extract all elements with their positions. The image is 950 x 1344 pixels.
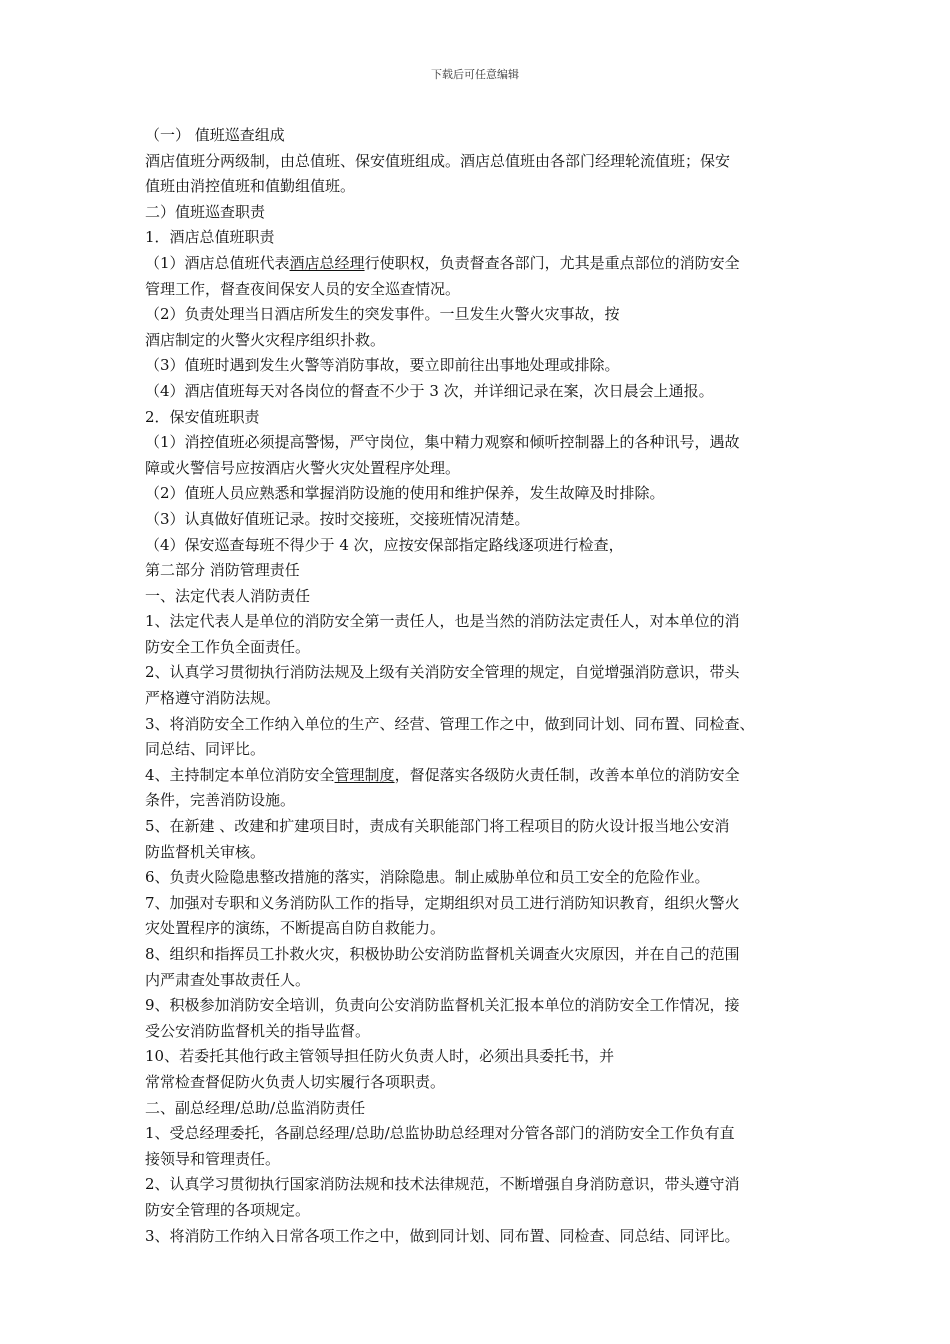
text-line: 3、将消防工作纳入日常各项工作之中，做到同计划、同布置、同检查、同总结、同评比。 [145,1226,740,1245]
text-line: 条件，完善消防设施。 [145,791,296,810]
document-body [145,123,817,1249]
text-line: 5、在新建 、改建和扩建项目时，责成有关职能部门将工程项目的防火设计报当地公安消 [145,817,730,836]
text-line: 第二部分 消防管理责任 [145,561,300,580]
text-line: 9、积极参加消防安全培训，负责向公安消防监督机关汇报本单位的消防安全工作情况，接 [145,996,740,1015]
text-line [145,251,817,277]
text-line: 2、认真学习贯彻执行国家消防法规和技术法律规范，不断增强自身消防意识，带头遵守消 [145,1175,740,1194]
text-line: 1、法定代表人是单位的消防安全第一责任人，也是当然的消防法定责任人，对本单位的消 [145,612,740,631]
text-segment: 行使职权，负责督查各部门，尤其是重点部位的消防安全 [364,253,740,272]
text-segment: ，督促落实各级防火责任制，改善本单位的消防安全 [394,765,740,784]
text-line: 障或火警信号应按酒店火警火灾处置程序处理。 [145,458,461,477]
text-line: （4）保安巡查每班不得少于 4 次，应按安保部指定路线逐项进行检查， [145,535,624,554]
text-line: 二、副总经理/总助/总监消防责任 [145,1098,366,1117]
text-line: 酒店制定的火警火灾程序组织扑救。 [145,330,386,349]
text-line: （1）消控值班必须提高警惕，严守岗位，集中精力观察和倾听控制器上的各种讯号，遇故 [145,433,740,452]
text-line: 7、加强对专职和义务消防队工作的指导，定期组织对员工进行消防知识教育，组织火警火 [145,893,740,912]
text-line: 严格遵守消防法规。 [145,689,281,708]
page-header: 下载后可任意编辑 [431,68,519,81]
underlined-link[interactable]: 酒店总经理 [289,253,365,272]
text-line: 8、组织和指挥员工扑救火灾，积极协助公安消防监督机关调查火灾原因，并在自己的范围 [145,945,740,963]
text-line: 1．酒店总值班职责 [145,228,275,247]
text-line: 内严肃查处事故责任人。 [145,970,311,989]
text-line: 接领导和管理责任。 [145,1149,281,1168]
text-line: 一、法定代表人消防责任 [145,586,311,605]
text-line: 值班由消控值班和值勤组值班。 [145,177,356,196]
text-line: （3）认真做好值班记录。按时交接班，交接班情况清楚。 [145,509,530,528]
text-line: 二）值班巡查职责 [145,202,266,221]
text-line: 同总结、同评比。 [145,740,266,759]
text-line: （3）值班时遇到发生火警等消防事故，要立即前往出事地处理或排除。 [145,356,620,375]
text-segment: 4、主持制定本单位消防安全 [145,765,335,784]
text-line: 防安全工作负全面责任。 [145,637,311,656]
text-line: （4）酒店值班每天对各岗位的督查不少于 3 次，并详细记录在案，次日晨会上通报。 [145,381,714,400]
text-line: （2）负责处理当日酒店所发生的突发事件。一旦发生火警火灾事故，按 [145,305,620,324]
text-line: 2．保安值班职责 [145,407,260,426]
text-line: 防监督机关审核。 [145,842,266,861]
text-line: 2、认真学习贯彻执行消防法规及上级有关消防安全管理的规定，自觉增强消防意识，带头 [145,663,740,682]
text-line: 灾处置程序的演练，不断提高自防自救能力。 [145,919,446,938]
text-line: 常常检查督促防火负责人切实履行各项职责。 [145,1072,446,1091]
text-line: （2）值班人员应熟悉和掌握消防设施的使用和维护保养，发生故障及时排除。 [145,484,665,503]
text-line: 6、负责火险隐患整改措施的落实，消除隐患。制止威胁单位和员工安全的危险作业。 [145,868,710,887]
text-line: 管理工作，督查夜间保安人员的安全巡查情况。 [145,279,461,298]
text-line: 防安全管理的各项规定。 [145,1200,311,1219]
text-line: 受公安消防监督机关的指导监督。 [145,1021,371,1040]
text-segment: （1）酒店总值班代表 [145,253,290,272]
text-line: 酒店值班分两级制，由总值班、保安值班组成。酒店总值班由各部门经理轮流值班；保安 [145,151,731,170]
text-line [145,763,817,789]
underlined-link[interactable]: 管理制度 [334,765,395,784]
text-line: 10、若委托其他行政主管领导担任防火负责人时，必须出具委托书，并 [145,1047,615,1066]
text-line: （一） 值班巡查组成 [145,126,285,144]
text-line: 1、受总经理委托，各副总经理/总助/总监协助总经理对分管各部门的消防安全工作负有直 [145,1124,735,1143]
text-line: 3、将消防安全工作纳入单位的生产、经营、管理工作之中，做到同计划、同布置、同检查、 [145,714,755,733]
